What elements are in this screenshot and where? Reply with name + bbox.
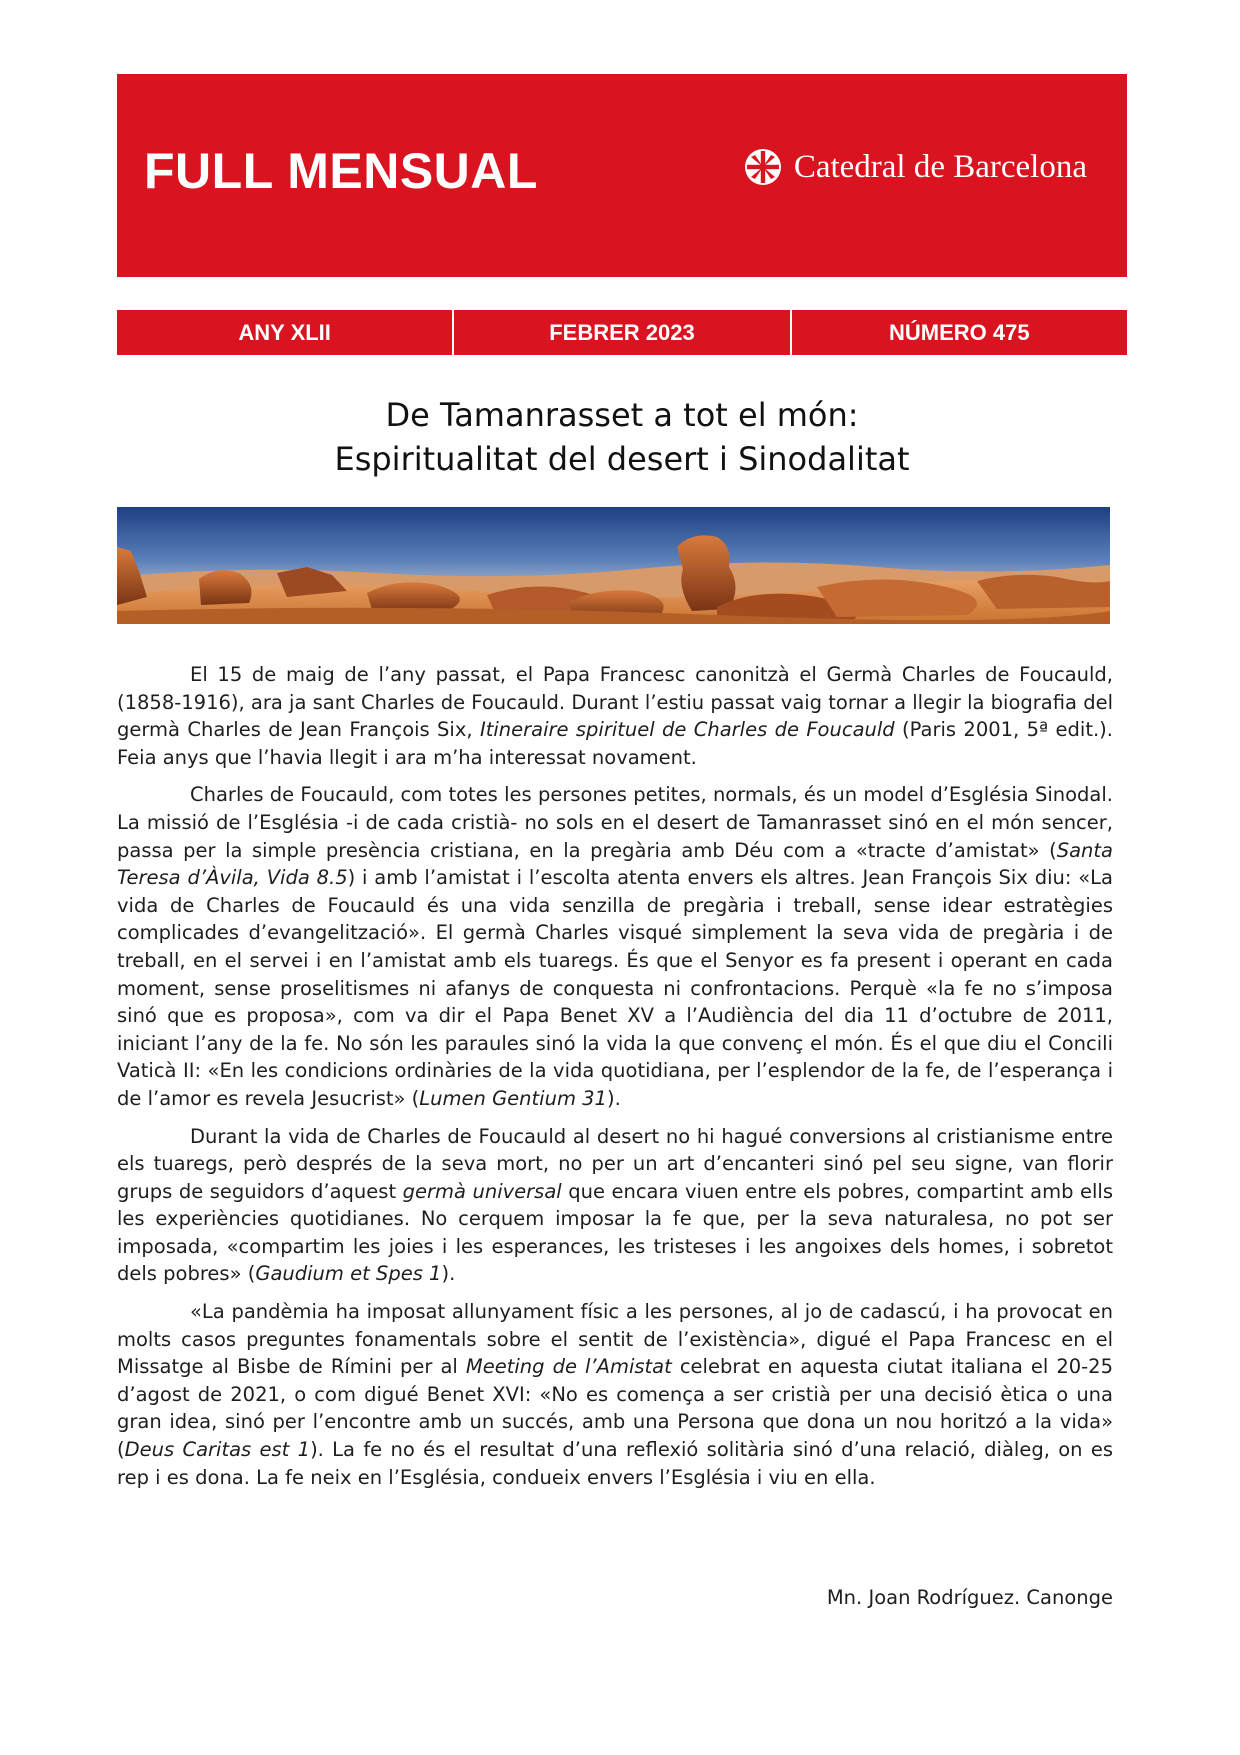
italic-citation: Itineraire spirituel de Charles de Foucauld xyxy=(479,718,895,742)
article-title-line-2: Espiritualitat del desert i Sinodalitat xyxy=(334,440,910,478)
article-paragraph xyxy=(117,781,1113,1112)
article-body xyxy=(117,661,1113,1501)
paragraph-text: El 15 de maig de l’any passat, el Papa Francesc canonitzà el Germà Charles de Foucauld, (1858-1916), ara ja sant Charles de Foucauld. Durant l’estiu passat vaig tornar a llegir la biografia del germà Charles de Jean François Six, xyxy=(117,663,1113,742)
author-signature: Mn. Joan Rodríguez. Canonge xyxy=(826,1586,1113,1609)
brand xyxy=(744,148,1087,186)
article-paragraph xyxy=(117,1298,1113,1491)
italic-citation: Deus Caritas est 1 xyxy=(124,1438,311,1462)
desert-landscape-image xyxy=(117,507,1110,624)
paragraph-text: ). La fe no és el resultat d’una reflexió solitària sinó d’una relació, diàleg, on es rep i es dona. La fe neix en l’Església, condueix envers l’Església i viu en ella. xyxy=(117,1438,1114,1489)
italic-citation: Gaudium et Spes 1 xyxy=(255,1262,442,1286)
brand-name: Catedral de Barcelona xyxy=(793,148,1087,185)
article-title-line-1: De Tamanrasset a tot el món: xyxy=(385,396,859,434)
issue-year: ANY XLII xyxy=(238,319,331,345)
paragraph-text: que encara viuen entre els pobres, compartint amb ells les experiències quotidianes. No cerquem imposar la fe que, per la seva naturalesa, no pot ser imposada, «compartim les joies i les esperances, les tristeses i les angoixes dels homes, i sobretot dels pobres» ( xyxy=(117,1179,1113,1286)
article-title xyxy=(117,393,1127,481)
publication-title: FULL MENSUAL xyxy=(144,143,538,199)
header-banner xyxy=(117,74,1127,277)
italic-citation: Lumen Gentium 31 xyxy=(419,1086,607,1110)
issue-date: FEBRER 2023 xyxy=(452,310,789,355)
paragraph-text: Durant la vida de Charles de Foucauld al desert no hi hagué conversions al cristianisme entre els tuaregs, però després de la seva mort, no per un art d’encanteri sinó pel seu signe, van florir grups de seguidors d’aquest xyxy=(117,1124,1113,1203)
paragraph-text: celebrat en aquesta ciutat italiana el 20-25 d’agost de 2021, o com digué Benet XVI: «No es comença a ser cristià per una decisió ètica o una gran idea, sinó per l’encontre amb un succés, amb una Persona que dona un nou horitzó a la vida» ( xyxy=(117,1355,1113,1462)
paragraph-text: (Paris 2001, 5ª edit.). Feia anys que l’havia llegit i ara m’ha interessat novament. xyxy=(117,718,1113,769)
paragraph-text: Charles de Foucauld, com totes les persones petites, normals, és un model d’Església Sinodal. La missió de l’Església -i de cada cristià- no sols en el desert de Tamanrasset sinó en el món sencer, passa per la simple presència cristiana, en la pregària amb Déu com a «tracte d’amistat» ( xyxy=(117,783,1113,862)
paragraph-text: ). xyxy=(441,1262,456,1286)
article-paragraph xyxy=(117,1123,1113,1289)
italic-citation: Meeting de l’Amistat xyxy=(465,1355,672,1379)
paragraph-text: «La pandèmia ha imposat allunyament físic a les persones, al jo de cadascú, i ha provocat en molts casos preguntes fonamentals sobre el sentit de l’existència», digué el Papa Francesc en el Missatge al Bisbe de Rímini per al xyxy=(117,1300,1113,1379)
issue-number: NÚMERO 475 xyxy=(790,310,1127,355)
article-paragraph xyxy=(117,661,1113,771)
cathedral-cross-logo-icon xyxy=(744,148,782,186)
paragraph-text: ). xyxy=(606,1086,621,1110)
italic-citation: Santa Teresa d’Àvila, Vida 8.5 xyxy=(117,838,1113,890)
issue-info-bar xyxy=(117,310,1127,355)
italic-citation: germà universal xyxy=(402,1179,562,1203)
paragraph-text: ) i amb l’amistat i l’escolta atenta envers els altres. Jean François Six diu: «La vida de Charles de Foucauld és una vida senzilla de pregària i treball, sense idear estratègies complicades d’evangelització». El germà Charles visqué simplement la seva vida de pregària i de treball, en el servei i en l’amistat amb els tuaregs. És que el Senyor es fa present i operant en cada moment, sense proselitismes ni afanys de conquesta ni confrontacions. Perquè «la fe no s’imposa sinó que es proposa», com va dir el Papa Benet XV a l’Audiència del dia 11 d’octubre de 2011, iniciant l’any de la fe. No són les paraules sinó la vida la que convenç el món. És el que diu el Concili Vaticà II: «En les condicions ordinàries de la vida quotidiana, per l’esplendor de la fe, de l’esperança i de l’amor es revela Jesucrist» ( xyxy=(117,866,1113,1110)
